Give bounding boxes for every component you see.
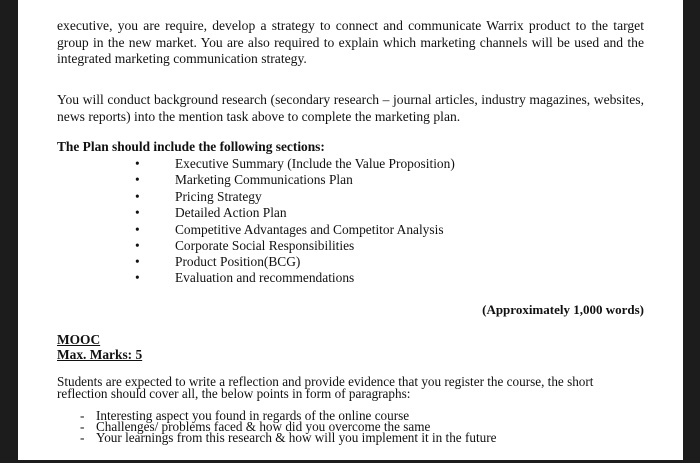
bullet: •: [135, 254, 140, 269]
bullet: •: [135, 238, 140, 253]
word-count-note: (Approximately 1,000 words): [482, 302, 644, 317]
mooc-paragraph: Students are expected to write a reflection and provide evidence that you register the course, the short reflection should cover all, the below points in form of paragraphs:: [57, 374, 594, 401]
mooc-title: MOOC: [57, 332, 101, 347]
list-item: Detailed Action Plan: [175, 205, 287, 220]
dash-bullet: -: [80, 408, 85, 423]
dash-bullet: -: [80, 430, 85, 445]
list-item: Your learnings from this research & how will you implement it in the future: [96, 430, 497, 445]
list-item: Interesting aspect you found in regards of the online course: [96, 408, 410, 423]
paragraph-research: You will conduct background research (secondary research – journal articles, industry magazines, websites, news reports) into the mention task above to complete the marketing plan.: [57, 92, 644, 124]
paragraph-strategy: executive, you are require, develop a strategy to connect and communicate Warrix product to the target group in the new market. You are also required to explain which marketing channels will be used and the integrated marketing communication strategy.: [57, 18, 644, 66]
list-item: Challenges/ problems faced & how did you overcome the same: [96, 419, 431, 434]
list-item: Executive Summary (Include the Value Proposition): [175, 156, 455, 171]
list-item: Pricing Strategy: [175, 189, 262, 204]
document-page: [18, 0, 683, 460]
list-item: Competitive Advantages and Competitor Analysis: [175, 222, 444, 237]
bullet: •: [135, 270, 140, 285]
plan-heading: The Plan should include the following sections:: [57, 139, 325, 154]
list-item: Marketing Communications Plan: [175, 172, 353, 187]
list-item: Corporate Social Responsibilities: [175, 238, 355, 253]
max-marks: Max. Marks: 5: [57, 347, 143, 362]
bullet: •: [135, 172, 140, 187]
list-item: Evaluation and recommendations: [175, 270, 355, 285]
bullet: •: [135, 189, 140, 204]
bullet: •: [135, 222, 140, 237]
bullet: •: [135, 156, 140, 171]
bullet: •: [135, 205, 140, 220]
list-item: Product Position(BCG): [175, 254, 301, 269]
dash-bullet: -: [80, 419, 85, 434]
